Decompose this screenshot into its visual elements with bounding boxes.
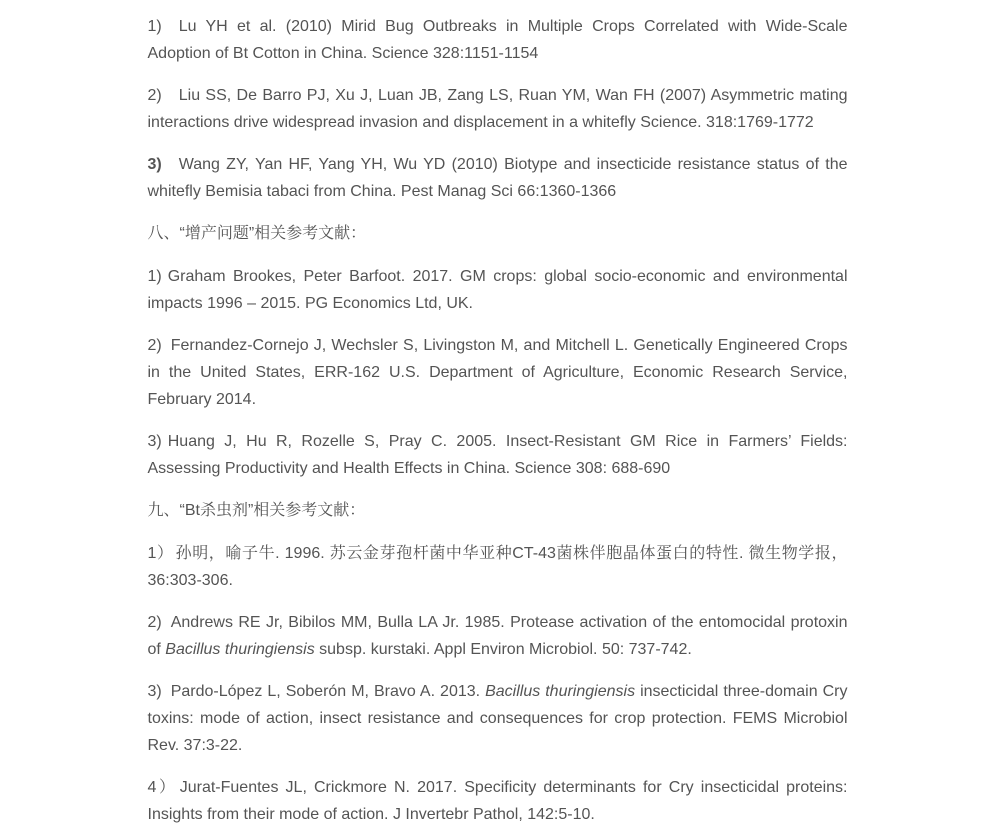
reference-item [148, 428, 848, 482]
reference-number: 3) [147, 433, 162, 450]
references-section-yield [148, 220, 848, 482]
reference-number: 1） [147, 545, 174, 562]
reference-text: Jurat-Fuentes JL, Crickmore N. 2017. Specificity determinants for Cry insecticidal proteins: Insights from their mode of action. J Invertebr Pathol, 142:5-10. [147, 779, 848, 823]
reference-text: 孙明，喻子牛. 1996. 苏云金芽孢杆菌中华亚种CT-43菌株伴胞晶体蛋白的特性. 微生物学报，36:303-306. [147, 545, 848, 589]
reference-number: 3) [147, 683, 162, 700]
reference-number: 1) [147, 268, 162, 285]
reference-text: Pardo-López L, Soberón M, Bravo A. 2013. [170, 683, 486, 700]
references-section-pest [148, 13, 848, 205]
section-heading-yield: 八、“增产问题”相关参考文献： [147, 225, 367, 242]
reference-text: Liu SS, De Barro PJ, Xu J, Luan JB, Zang LS, Ruan YM, Wan FH (2007) Asymmetric mating interactions drive widespread invasion and displacement in a whitefly Science. 318:1769-1772 [147, 87, 848, 131]
reference-item [148, 263, 848, 317]
reference-number: 4） [147, 779, 178, 796]
reference-text: subsp. kurstaki. Appl Environ Microbiol. 50: 737-742. [314, 641, 692, 658]
species-name-italic: Bacillus thuringiensis [485, 683, 636, 700]
reference-item [148, 332, 848, 413]
reference-item [148, 678, 848, 759]
reference-text: Fernandez-Cornejo J, Wechsler S, Livingston M, and Mitchell L. Genetically Engineered Crops in the United States, ERR-162 U.S. Department of Agriculture, Economic Research Service, February 2014. [147, 337, 848, 408]
reference-number: 2) [147, 87, 162, 104]
species-name-italic: Bacillus thuringiensis [165, 641, 315, 658]
document-page [148, 0, 848, 828]
reference-item [148, 151, 848, 205]
reference-item [148, 540, 848, 594]
reference-item [148, 774, 848, 828]
section-heading-bt: 九、“Bt杀虫剂”相关参考文献： [147, 502, 366, 519]
reference-text: Lu YH et al. (2010) Mirid Bug Outbreaks in Multiple Crops Correlated with Wide-Scale Adoption of Bt Cotton in China. Science 328:1151-1154 [147, 18, 848, 62]
references-section-bt [148, 497, 848, 828]
reference-text: Andrews RE Jr, Bibilos MM, Bulla LA Jr. 1985. Protease activation of the entomocidal protoxin of [147, 614, 848, 658]
reference-item [148, 609, 848, 663]
reference-item [148, 13, 848, 67]
reference-number: 2) [147, 614, 162, 631]
reference-text: Wang ZY, Yan HF, Yang YH, Wu YD (2010) Biotype and insecticide resistance status of the whitefly Bemisia tabaci from China. Pest Manag Sci 66:1360-1366 [147, 156, 848, 200]
reference-text: Huang J, Hu R, Rozelle S, Pray C. 2005. Insect-Resistant GM Rice in Farmers’ Fields: Assessing Productivity and Health Effects in China. Science 308: 688-690 [147, 433, 848, 477]
reference-text: Graham Brookes, Peter Barfoot. 2017. GM crops: global socio-economic and environmental impacts 1996 – 2015. PG Economics Ltd, UK. [147, 268, 848, 312]
reference-number: 1) [147, 18, 162, 35]
reference-number: 2) [147, 337, 162, 354]
reference-number: 3) [147, 156, 162, 173]
reference-text: insecticidal three-domain Cry toxins: mode of action, insect resistance and consequences for crop protection. FEMS Microbiol Rev. 37:3-22. [147, 683, 848, 754]
reference-item [148, 82, 848, 136]
